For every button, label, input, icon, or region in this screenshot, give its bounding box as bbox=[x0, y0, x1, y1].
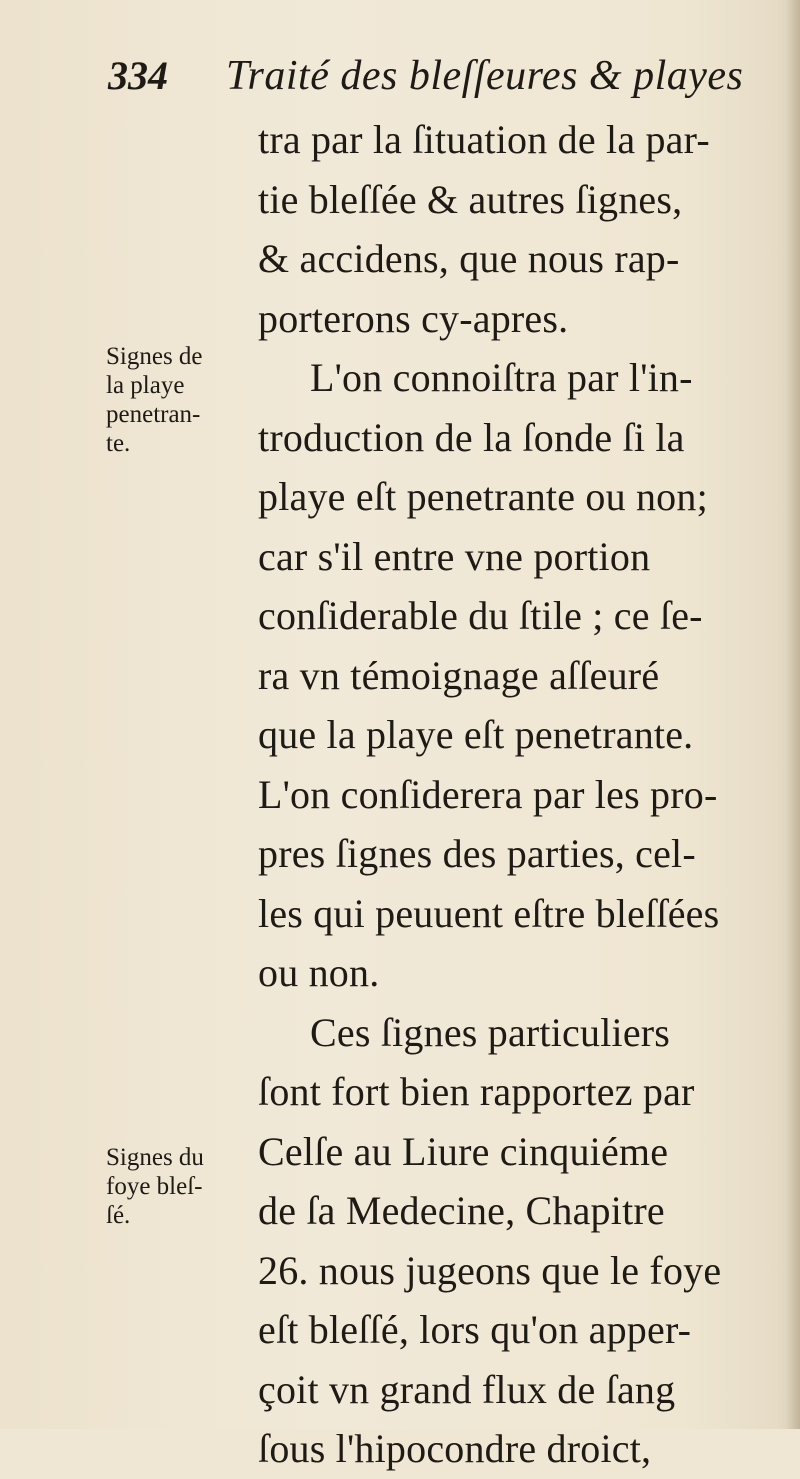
margin-note-line: la playe bbox=[106, 372, 185, 399]
text-line: conſiderable du ſtile ; ce ſe- bbox=[258, 593, 703, 638]
margin-note-line: ſé. bbox=[106, 1202, 131, 1229]
text-line: playe eſt penetrante ou non; bbox=[258, 474, 708, 519]
text-line: tie bleſſée & autres ſignes, bbox=[258, 176, 683, 222]
text-line: L'on conſiderera par les pro- bbox=[258, 771, 718, 817]
margin-note-line: foye bleſ- bbox=[106, 1173, 203, 1200]
page-edge-shadow bbox=[786, 0, 800, 1429]
margin-note-line: Signes de bbox=[106, 343, 203, 370]
running-title: Traité des bleſſeures & playes bbox=[226, 53, 744, 99]
page-number: 334 bbox=[108, 53, 168, 98]
margin-note-line: Signes du bbox=[106, 1144, 204, 1171]
text-line: pres ſignes des parties, cel- bbox=[258, 831, 696, 876]
text-line: L'on connoiſtra par l'in- bbox=[310, 355, 693, 400]
page-header bbox=[108, 52, 748, 112]
text-line: ra vn témoignage aſſeuré bbox=[258, 652, 660, 698]
text-line: Ces ſignes particuliers bbox=[310, 1009, 671, 1055]
text-line: Celſe au Liure cinquiéme bbox=[258, 1128, 669, 1174]
text-line: 26. nous jugeons que le foye bbox=[258, 1247, 722, 1293]
text-line: ſous l'hipocondre droict, bbox=[258, 1426, 652, 1471]
text-line: ou non. bbox=[258, 950, 380, 995]
text-line: eſt bleſſé, lors qu'on apper- bbox=[258, 1307, 692, 1352]
text-line: porterons cy-apres. bbox=[258, 295, 569, 341]
text-line: tra par la ſituation de la par- bbox=[258, 117, 710, 162]
text-line: de ſa Medecine, Chapitre bbox=[258, 1188, 665, 1233]
text-line: troduction de la ſonde ſi la bbox=[258, 414, 685, 460]
text-line: çoit vn grand flux de ſang bbox=[258, 1366, 676, 1412]
margin-note-liver-wound bbox=[106, 1143, 256, 1230]
body-text bbox=[258, 110, 778, 1479]
margin-note-line: te. bbox=[106, 430, 131, 457]
text-line: que la playe eſt penetrante. bbox=[258, 712, 694, 757]
margin-note-line: penetran- bbox=[106, 401, 201, 428]
text-line: ſont fort bien rapportez par bbox=[258, 1069, 695, 1114]
text-line: & accidens, que nous rap- bbox=[258, 236, 680, 281]
text-line: car s'il entre vne portion bbox=[258, 533, 651, 579]
margin-note-penetrating-wound bbox=[106, 342, 256, 458]
text-line: les qui peuuent eſtre bleſſées bbox=[258, 890, 720, 936]
